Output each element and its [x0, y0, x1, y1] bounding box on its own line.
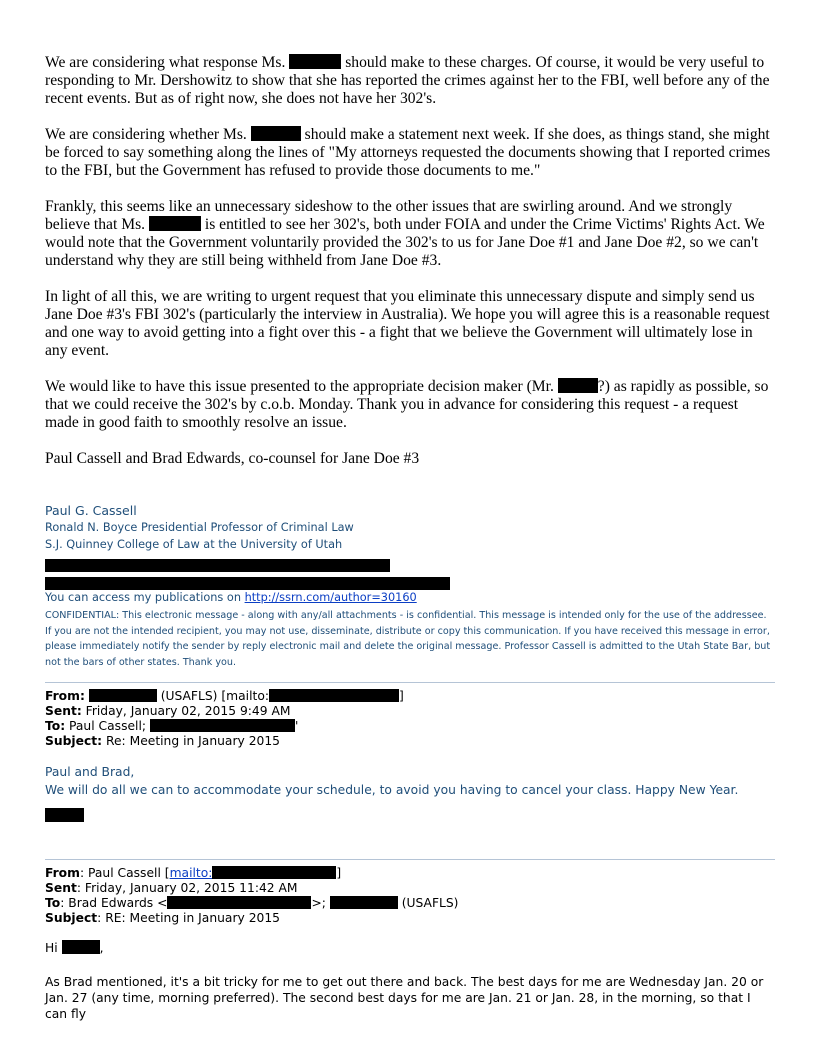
paragraph-1: We are considering what response Ms. should make to these charges. Of course, it would be very useful to responding to Mr. Dershowitz to show that she has reported the crimes against her to the FBI, well before any of the recent events. But as of right now, she does not have her 302's.: [45, 54, 770, 107]
email-greeting: Hi ,: [45, 941, 104, 955]
email-greeting: Paul and Brad,: [45, 765, 135, 779]
signature-block: [45, 502, 775, 670]
from-line: From: (USAFLS) [mailto: ]: [45, 689, 404, 703]
paragraph-2: We are considering whether Ms. should make a statement next week. If she does, as things stand, she might be forced to say something along the lines of "My attorneys requested the documents showing that I reported crimes to the FBI, but the Government has refused to provide those documents to me.": [45, 126, 771, 179]
subject-line: Subject: Re: Meeting in January 2015: [45, 734, 281, 748]
publications-line: You can access my publications on http://ssrn.com/author=30160: [45, 591, 417, 604]
email-text: We will do all we can to accommodate your schedule, to avoid you having to cancel your class. Happy New Year.: [45, 783, 739, 797]
paragraph-5: We would like to have this issue presented to the appropriate decision maker (Mr. ?) as rapidly as possible, so that we could receive the 302's by c.o.b. Monday. Thank you in advance for considering this request - a request made in good faith to smoothly resolve an issue.: [45, 378, 769, 431]
signature-name: Paul G. Cassell: [45, 503, 137, 518]
redaction-bar: [558, 378, 598, 393]
document-page: [45, 54, 775, 1022]
confidentiality-notice: CONFIDENTIAL: This electronic message - along with any/all attachments - is confidential. This message is intended only for the use of the addressee. If you are not the intended recipient, you may not use, disseminate, distribute or copy this communication. If you have received this message in error, please immediately notify the sender by reply electronic mail and delete the original message. Professor Cassell is admitted to the Utah State Bar, but not the bars of other states. Thank you.: [45, 610, 771, 668]
sent-line: Sent: Friday, January 02, 2015 11:42 AM: [45, 881, 298, 895]
sender-redacted: [45, 807, 775, 823]
sent-line: Sent: Friday, January 02, 2015 9:49 AM: [45, 704, 291, 718]
redaction-bar: [167, 896, 311, 909]
redaction-bar: [150, 719, 295, 732]
to-line: To: Brad Edwards < >; (USAFLS): [45, 896, 459, 910]
publications-link[interactable]: http://ssrn.com/author=30160: [244, 591, 417, 604]
subject-line: Subject: RE: Meeting in January 2015: [45, 911, 280, 925]
email-body-1: [45, 763, 775, 823]
email-text: As Brad mentioned, it's a bit tricky for me to get out there and back. The best days for me are Wednesday Jan. 20 or Jan. 27 (any time, morning preferred). The second best days for me are Jan. 21 or Jan. 28, in the morning, so that I can fly: [45, 975, 764, 1021]
email-header-2: [45, 866, 775, 926]
signature-title: Ronald N. Boyce Presidential Professor of Criminal Law: [45, 521, 354, 534]
signature-school: S.J. Quinney College of Law at the University of Utah: [45, 538, 343, 551]
closing-line: Paul Cassell and Brad Edwards, co-counsel for Jane Doe #3: [45, 450, 420, 467]
email-divider: [45, 859, 775, 860]
from-line: From: Paul Cassell [mailto: ]: [45, 866, 342, 880]
redaction-bar: [89, 689, 157, 702]
to-line: To: Paul Cassell; ': [45, 719, 299, 733]
mailto-link[interactable]: mailto:: [169, 866, 213, 880]
letter-body: [45, 54, 775, 468]
redaction-bar: [62, 940, 100, 954]
redaction-bar: [212, 866, 336, 879]
paragraph-3: Frankly, this seems like an unnecessary sideshow to the other issues that are swirling around. And we strongly believe that Ms. is entitled to see her 302's, both under FOIA and under the Crime Victims' Rights Act. We would note that the Government voluntarily provided the 302's to us for Jane Doe #1 and Jane Doe #2, so we can't understand why they are still being withheld from Jane Doe #3.: [45, 198, 765, 269]
redaction-bar: [269, 689, 399, 702]
signature-redacted-line: [45, 573, 775, 587]
signature-redacted-line: [45, 555, 775, 569]
redaction-bar: [330, 896, 398, 909]
paragraph-4: In light of all this, we are writing to urgent request that you eliminate this unnecessary dispute and simply send us Jane Doe #3's FBI 302's (particularly the interview in Australia). We hope you will agree this is a reasonable request and one way to avoid getting into a fight over this - a fight that we believe the Government will ultimately lose in any event.: [45, 288, 770, 359]
email-divider: [45, 682, 775, 683]
redaction-bar: [45, 559, 390, 572]
redaction-bar: [251, 126, 301, 141]
email-header-1: [45, 689, 775, 749]
redaction-bar: [289, 54, 341, 69]
redaction-bar: [149, 216, 201, 231]
redaction-bar: [45, 808, 84, 822]
